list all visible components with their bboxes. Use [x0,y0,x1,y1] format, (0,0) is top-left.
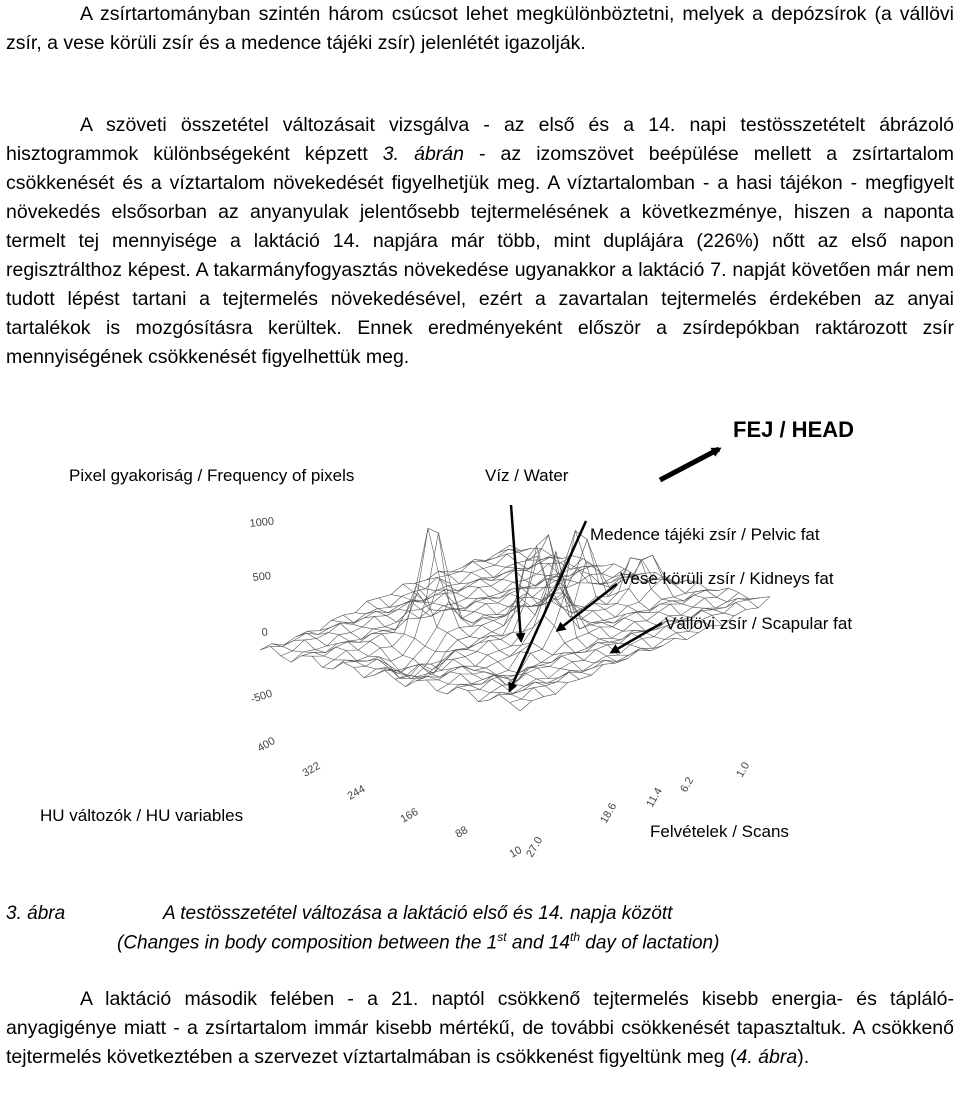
mesh-line [489,593,739,701]
hu-variables-label: HU változók / HU variables [40,806,244,825]
hu-tick-166: 166 [398,806,421,826]
mesh-line [331,620,591,675]
hu-tick-244: 244 [345,783,368,803]
figure-reference-4: 4. ábra [736,1046,798,1068]
paragraph-depot-fat [6,0,954,58]
z-tick-1000: 1000 [249,515,275,530]
frequency-label: Pixel gyakoriság / Frequency of pixels [69,466,355,485]
mesh-line [354,566,604,673]
paragraph-tissue-change-text-1: A szöveti összetétel változásait vizsgálva - az első és a 14. napi testösszetételt ábrázoló hisztogrammok különbségeként képzett [6,114,954,165]
caption-hungarian: A testösszetétel változása a laktáció első és 14. napja között [163,903,673,924]
paragraph-tissue-change-text-2: - az izomszövet beépülése mellett a zsírtartalom csökkenését és a víztartalom növekedését figyelhetjük meg. A víztartalomban - a hasi tájékon - megfigyelt növekedés elsősorban az anyanyulak jelentősebb tejtermelésének a következménye, hiszen a naponta termelt tej mennyisége a laktáció 14. napjára már több, mint duplájára (226%) nőtt az első napon regisztrálthoz képest. A takarmányfogyasztás növekedése ugyanakkor a laktáció 7. napját követően már nem tudott lépést tartani a tejtermelés növekedésével, ezért a zavartalan tejtermelés érdekében az anyai tartalékok is mozgósításra kerültek. Ennek eredményeként először a zsírdepókban raktározott zsír mennyiségének csökkenését figyelhettük meg. [6,143,954,368]
scapular-arrow [612,623,662,652]
paragraph-second-half [6,985,954,1072]
paragraph-second-half-text-2: ). [797,1046,810,1068]
hu-tick-400: 400 [255,735,278,755]
mesh-line [308,631,568,683]
water-label: Víz / Water [485,466,569,485]
water-arrow [511,505,521,640]
caption-english: (Changes in body composition between the 1st and 14th day of lactation) [117,930,720,954]
mesh-line [343,586,603,671]
z-tick-minus-500: -500 [249,687,274,706]
scan-tick-11-4: 11.4 [644,785,665,810]
head-label: FEJ / HEAD [733,417,855,442]
hu-tick-322: 322 [300,760,323,780]
z-tick-0: 0 [261,626,269,639]
hu-tick-10: 10 [507,844,525,861]
scans-label: Felvételek / Scans [650,822,789,841]
paragraph-tissue-change [6,111,954,372]
hu-axis-ticks [256,735,525,861]
pelvic-fat-label: Medence tájéki zsír / Pelvic fat [590,525,820,544]
mesh-line [499,599,749,695]
figure-reference-3: 3. ábrán [382,143,464,165]
scan-axis-ticks [524,760,752,859]
hu-tick-88: 88 [453,824,471,841]
scan-tick-27: 27.0 [524,834,546,860]
scapular-fat-label: Vállövi zsír / Scapular fat [665,614,853,633]
mesh-line [296,633,556,694]
head-arrow [660,449,719,480]
scan-tick-6-2: 6.2 [678,775,697,795]
paragraph-second-half-text-1: A laktáció második felében - a 21. naptól csökkenő tejtermelés kisebb energia- és táplálóanyagigénye miatt - a zsírtartalom immár kisebb mértékű, de további csökkenését tapasztaltuk. A csökkenő tejtermelés következtében a szervezet víztartalmában is csökkenést figyeltünk meg ( [6,988,954,1068]
kidneys-fat-label: Vese körüli zsír / Kidneys fat [620,569,834,588]
mesh-line [379,552,639,656]
scan-tick-18-6: 18.6 [598,800,620,826]
scan-tick-1: 1.0 [734,760,753,780]
z-tick-500: 500 [252,570,272,584]
caption-number: 3. ábra [6,903,66,924]
mesh-line [468,590,718,691]
paragraph-depot-fat-text: A zsírtartományban szintén három csúcsot lehet megkülönböztetni, melyek a depózsírok (a vállövi zsír, a vese körüli zsír és a medence tájéki zsír) jelenlétét igazolják. [6,3,954,54]
mesh-line [260,545,510,650]
z-axis-ticks [249,515,275,705]
